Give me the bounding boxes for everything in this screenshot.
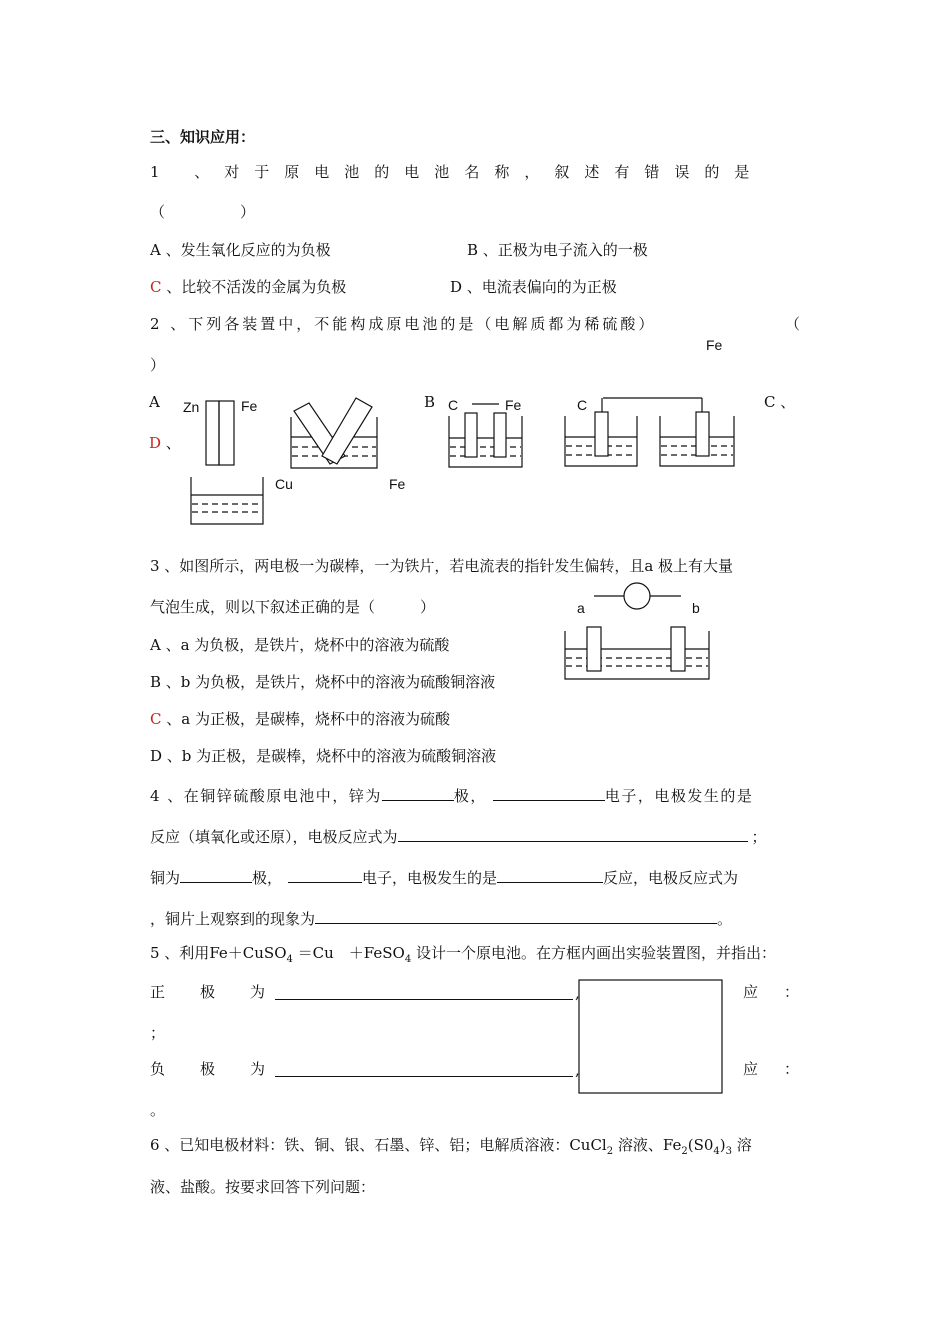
q1-paren: （ ） [150, 203, 256, 221]
fig-label-fe-d: Fe [389, 476, 406, 492]
q1-option-a[interactable]: A 、发生氧化反应的为负极 [150, 241, 331, 259]
q3-fig-label-b: b [692, 600, 700, 616]
q2-d-sep: 、 [161, 434, 181, 452]
q5-semicolon: ； [150, 1024, 166, 1042]
q4-blank-cu-pole[interactable] [180, 868, 252, 883]
q4-blank-cu-electron[interactable] [288, 868, 362, 883]
section-title: 三、知识应用： [150, 128, 256, 146]
q2-option-c-letter[interactable]: C 、 [764, 393, 796, 411]
q4-l4-text1: ，铜片上观察到的现象为 [150, 910, 316, 928]
q6-line1 [150, 1138, 752, 1157]
q4-l3-text4: 反应，电极反应式为 [603, 869, 739, 887]
q5-blank-negative[interactable] [275, 1062, 573, 1077]
q5-positive-label: 正 极 为 [150, 983, 276, 1001]
fig-c-beakers [565, 398, 734, 466]
fig-d-beaker [191, 477, 263, 524]
q3-c-letter: C [150, 710, 162, 728]
q4-line2 [150, 827, 767, 845]
q1-c-letter: C [150, 278, 162, 296]
q1-option-d[interactable]: D 、电流表偏向的为正极 [450, 278, 617, 296]
q5-post: 设计一个原电池。在方框内画出实验装置图，并指出： [411, 944, 776, 962]
q4-line3 [150, 868, 738, 886]
q3-option-d[interactable]: D 、b 为正极，是碳棒，烧杯中的溶液为硫酸铜溶液 [150, 747, 497, 765]
q2-stem: 2 、下列各装置中，不能构成原电池的是（电解质都为稀硫酸） [150, 315, 657, 333]
q3-option-b[interactable]: B 、b 为负极，是铁片，烧杯中的溶液为硫酸铜溶液 [150, 673, 496, 691]
q4-l1-text2: 极， [453, 787, 487, 805]
q5-negative-label: 负 极 为 [150, 1060, 276, 1078]
q4-l3-text3: 电子，电极发生的是 [362, 869, 498, 887]
q2-paren-close: ） [150, 356, 166, 374]
fig-label-cu: Cu [275, 476, 293, 492]
q6-l1-pre: 6 、已知电极材料：铁、铜、银、石墨、锌、铝；电解质溶液：CuCl [150, 1136, 607, 1154]
fig-label-fe-b: Fe [505, 397, 522, 413]
fig-label-fe-top: Fe [706, 337, 723, 353]
q6-sub-1: 2 [606, 1146, 614, 1157]
q5-blank-positive[interactable] [275, 985, 573, 1000]
q5-stem [150, 946, 776, 965]
q2-option-b-letter[interactable]: B [424, 393, 436, 411]
q3-circuit-figure [565, 583, 709, 679]
q3-stem-line1: 3 、如图所示，两电极一为碳棒，一为铁片，若电流表的指针发生偏转，且a 极上有大量 [150, 557, 734, 575]
q6-sub-2: 2 [681, 1146, 688, 1157]
q4-blank-zn-pole[interactable] [382, 786, 454, 801]
q4-line4 [150, 909, 732, 927]
q4-l1-text1: 4 、在铜锌硫酸原电池中，锌为 [150, 787, 382, 805]
q5-comma-1: , [575, 984, 580, 1002]
fig-label-zn: Zn [183, 399, 200, 415]
fig-a-electrodes [206, 401, 234, 465]
q4-line1 [150, 786, 753, 804]
fig-v-beaker [291, 398, 377, 468]
q5-sub-2: 4 [404, 954, 412, 965]
q6-l1-mid2: (S0 [687, 1136, 714, 1154]
q6-l1-mid3: ) [719, 1136, 726, 1154]
q4-blank-phenomenon[interactable] [315, 909, 717, 924]
q2-paren-open: （ [785, 315, 801, 333]
q5-comma-2: , [575, 1061, 580, 1079]
q3-stem-line2: 气泡生成，则以下叙述正确的是（ ） [150, 598, 436, 616]
q6-sub-3: 4 [713, 1146, 720, 1157]
q3-option-a[interactable]: A 、a 为负极，是铁片，烧杯中的溶液为硫酸 [150, 636, 450, 654]
q5-colon-2: ： [784, 1060, 800, 1078]
q6-l1-mid: 溶液、Fe [613, 1136, 682, 1154]
q6-line2: 液、盐酸。按要求回答下列问题： [150, 1178, 376, 1196]
q5-period: 。 [150, 1101, 166, 1119]
q4-l3-text2: 极， [252, 869, 283, 887]
q4-l4-text2: 。 [717, 910, 733, 928]
q2-d-letter: D [149, 434, 162, 452]
q5-sub-1: 4 [286, 954, 293, 965]
q5-drawing-box [579, 980, 722, 1093]
q5-colon-1: ： [784, 983, 800, 1001]
q1-stem: 1 、对于原电池的电池名称，叙述有错误的是 [150, 163, 765, 181]
q4-blank-zn-electron[interactable] [493, 786, 605, 801]
fig-label-fe-a: Fe [241, 398, 258, 414]
q4-l2-text1: 反应（填氧化或还原），电极反应式为 [150, 828, 398, 846]
fig-b-beaker [449, 404, 522, 467]
q6-l1-post: 溶 [732, 1136, 752, 1154]
fig-label-c-c: C [577, 397, 588, 413]
q1-c-text: 、比较不活泼的金属为负极 [161, 278, 347, 296]
q5-ying-2: 应 [743, 1060, 759, 1078]
fig-label-c-b: C [448, 397, 459, 413]
q3-fig-label-a: a [577, 600, 585, 616]
q3-option-c[interactable] [150, 712, 450, 727]
q5-eq-1: Fe＋CuSO [209, 944, 287, 962]
q1-option-b[interactable]: B 、正极为电子流入的一极 [467, 241, 648, 259]
q5-eq-2: ＝Cu ＋FeSO [292, 944, 405, 962]
q5-ying-1: 应 [743, 983, 759, 1001]
q4-l3-text1: 铜为 [150, 869, 181, 887]
q4-l1-text3: 电子，电极发生的是 [604, 787, 754, 805]
q3-c-text: 、a 为正极，是碳棒，烧杯中的溶液为硫酸 [161, 710, 450, 728]
q2-option-a-letter[interactable]: A [149, 393, 160, 411]
q4-blank-zn-equation[interactable] [398, 827, 748, 842]
q4-blank-cu-reaction[interactable] [497, 868, 603, 883]
q4-l2-text2: ； [751, 828, 767, 846]
q6-sub-4: 3 [725, 1146, 732, 1157]
q5-pre: 5 、利用 [150, 944, 210, 962]
